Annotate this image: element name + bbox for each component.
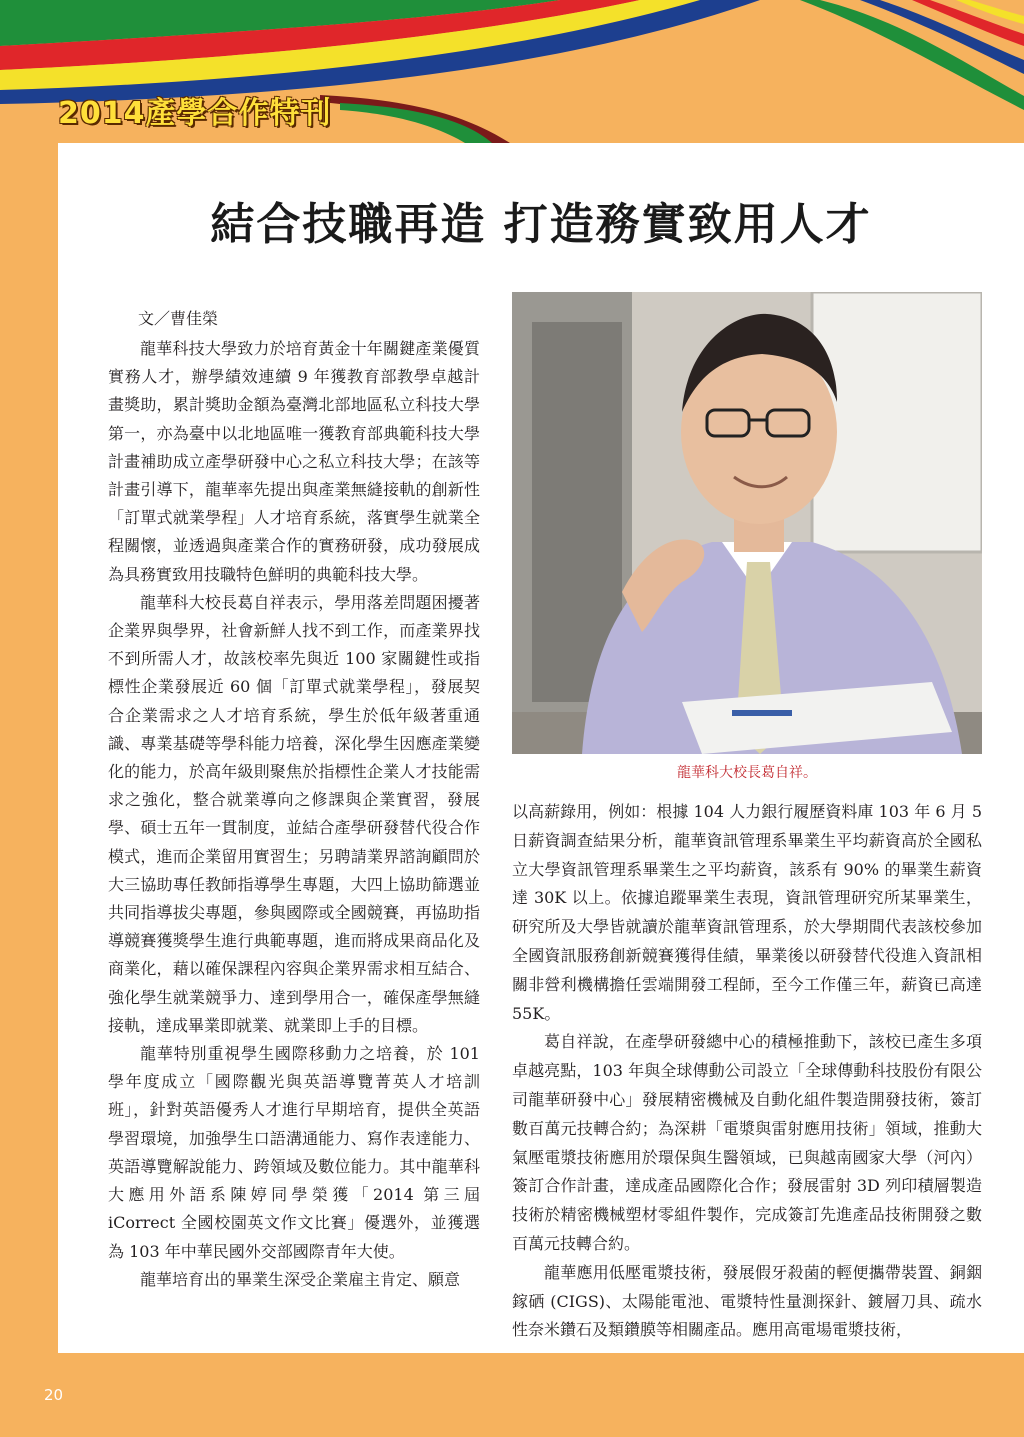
article-title: 結合技職再造 打造務實致用人才 (210, 199, 872, 250)
paragraph: 龍華科大校長葛自祥表示，學用落差問題困擾著企業界與學界，社會新鮮人找不到工作，而產業界找不到所需人才，故該校率先與近 100 家關鍵性或指標性企業發展近 60 個「訂單式就業學程」，發展契合企業需求之人才培育系統，學生於低年級著重通識、專業基礎等學科能力培養，深化學生因應產業變化的能力，於高年級則聚焦於指標性企業人才技能需求之強化，整合就業導向之修課與企業實習，發展學、碩士五年一貫制度，並結合產學研發替代役合作模式，進而企業留用實習生；另聘請業界諮詢顧問於大三協助專任教師指導學生專題，大四上協助篩選並共同指導拔尖專題，參與國際或全國競賽，再協助指導競賽獲獎學生進行典範專題，進而將成果商品化及商業化，藉以確保課程內容與企業界需求相互結合、強化學生就業競爭力、達到學用合一，確保產學無縫接軌，達成畢業即就業、就業即上手的目標。 (108, 592, 480, 1035)
paragraph: 龍華科技大學致力於培育黃金十年關鍵產業優質實務人才，辦學績效連續 9 年獲教育部教學卓越計畫獎助，累計獎助金額為臺灣北部地區私立科技大學第一，亦為臺中以北地區唯一獲教育部典範科技大學計畫補助成立產學研發中心之私立科技大學；在該等計畫引導下，龍華率先提出與產業無縫接軌的創新性「訂單式就業學程」人才培育系統，落實學生就業全程關懷，並透過與產業合作的實務研發，成功發展成為具務實致用技職特色鮮明的典範科技大學。 (108, 339, 480, 584)
paragraph: 龍華培育出的畢業生深受企業雇主肯定、願意 (140, 1269, 461, 1289)
paragraph: 葛自祥說，在產學研發總中心的積極推動下，該校已產生多項卓越亮點，103 年與全球傳動公司設立「全球傳動科技股份有限公司龍華研發中心」發展精密機械及自動化組件製造開發技術，簽訂數百萬元技轉合約；為深耕「電漿與雷射應用技術」領域，推動大氣壓電漿技術應用於環保與生醫領域，已與越南國家大學（河內）簽訂合作計畫，達成產品國際化合作；發展雷射 3D 列印積層製造技術於精密機械塑材零組件製作，完成簽訂先進產品技術開發之數百萬元技轉合約。 (512, 1032, 982, 1253)
special-issue-banner: 2014產學合作特刊 (58, 96, 332, 131)
page-number: 20 (44, 1386, 64, 1404)
left-column (108, 305, 480, 1294)
paragraph: 龍華應用低壓電漿技術，發展假牙殺菌的輕便攜帶裝置、銅銦鎵硒 (CIGS)、太陽能電池、電漿特性量測探針、鍍層刀具、疏水性奈米鑽石及類鑽膜等相關產品。應用高電場電漿技術， (512, 1262, 982, 1340)
photo-caption: 龍華科大校長葛自祥。 (677, 765, 817, 781)
byline: 文／曹佳榮 (138, 309, 219, 328)
paragraph: 以高薪錄用，例如：根據 104 人力銀行履歷資料庫 103 年 6 月 5 日薪資調查結果分析，龍華資訊管理系畢業生平均薪資高於全國私立大學資訊管理系畢業生之平均薪資，該系有 90% 的畢業生薪資達 30K 以上。依據追蹤畢業生表現，資訊管理研究所某畢業生，研究所及大學皆就讀於龍華資訊管理系，於大學期間代表該校參加全國資訊服務創新競賽獲得佳績，畢業後以研發替代役進入資訊相關非營利機構擔任雲端開發工程師，至今工作僅三年，薪資已高達 55K。 (512, 802, 982, 1023)
right-column (512, 798, 982, 1345)
president-photo (512, 292, 982, 754)
paragraph: 龍華特別重視學生國際移動力之培養，於 101 學年度成立「國際觀光與英語導覽菁英人才培訓班」，針對英語優秀人才進行早期培育，提供全英語學習環境，加強學生口語溝通能力、寫作表達能力、英語導覽解說能力、跨領域及數位能力。其中龍華科大應用外語系陳婷同學榮獲「2014 第三屆 iCorrect 全國校園英文作文比賽」優選外，並獲選為 103 年中華民國外交部國際青年大使。 (108, 1044, 480, 1261)
